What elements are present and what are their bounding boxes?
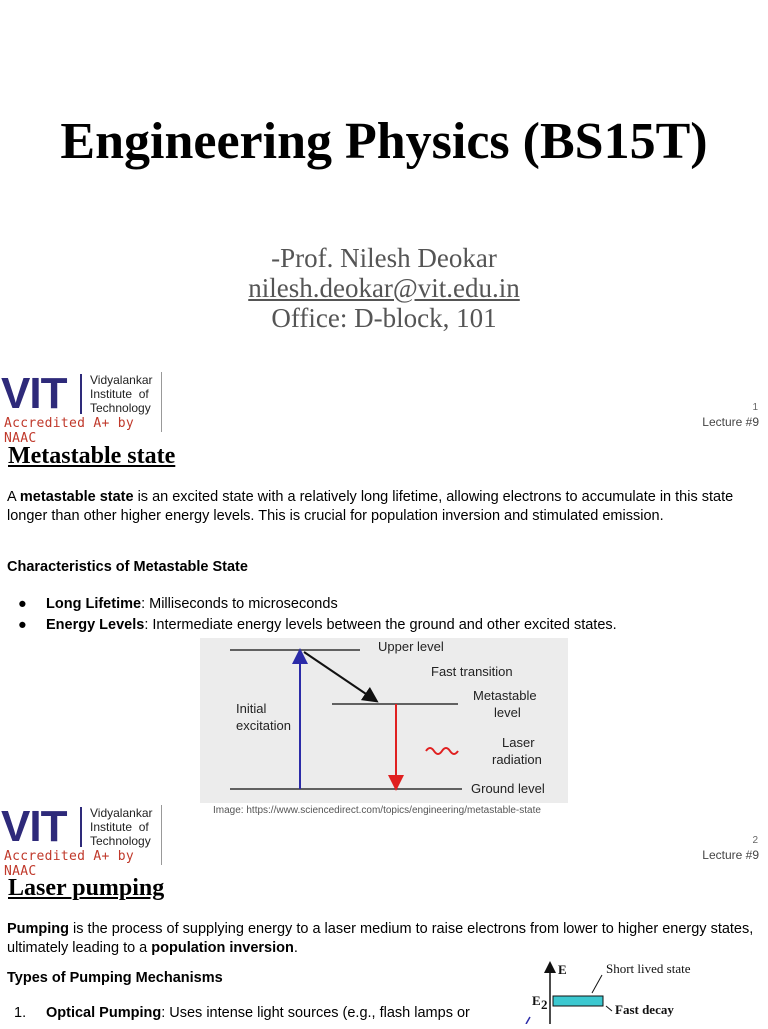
label-initial-1: Initial bbox=[236, 701, 267, 716]
logo-divider bbox=[80, 374, 82, 414]
image-caption: Image: https://www.sciencedirect.com/topics/engineering/metastable-state bbox=[213, 805, 541, 816]
decay-pointer bbox=[606, 1006, 612, 1011]
pump-arrow-partial bbox=[526, 1017, 530, 1024]
bullet-term: Long Lifetime bbox=[46, 596, 142, 612]
pumping-subheading: Types of Pumping Mechanisms bbox=[7, 970, 223, 986]
logo-divider bbox=[80, 807, 82, 847]
bullet-item bbox=[18, 615, 617, 635]
logo-institute-name bbox=[90, 373, 152, 415]
section-heading-metastable: Metastable state bbox=[8, 443, 176, 469]
label-laser-1: Laser bbox=[502, 735, 535, 750]
label-fast-decay: Fast decay bbox=[615, 1002, 674, 1017]
logo-name-line3: Technology bbox=[90, 834, 151, 848]
para-text: A bbox=[7, 489, 20, 505]
para-text: is the process of supplying energy to a laser medium to raise electrons from lower to higher energy states, ultimately leading to a bbox=[7, 921, 754, 956]
logo-accreditation: Accredited A+ by NAAC bbox=[4, 416, 135, 446]
page-number: 1 bbox=[752, 402, 758, 413]
para-bold-term: metastable state bbox=[19, 489, 134, 505]
pumping-paragraph bbox=[7, 920, 759, 958]
section-heading-laser-pumping: Laser pumping bbox=[8, 875, 165, 901]
numbered-item bbox=[14, 1003, 470, 1023]
label-e2-sub: 2 bbox=[541, 997, 548, 1012]
label-fast-transition: Fast transition bbox=[431, 664, 513, 679]
lecture-label: Lecture #9 bbox=[702, 415, 759, 429]
label-metastable-2: level bbox=[494, 705, 521, 720]
label-laser-2: radiation bbox=[492, 752, 542, 767]
para-text: . bbox=[293, 940, 298, 956]
label-e-axis: E bbox=[558, 962, 567, 977]
label-metastable-1: Metastable bbox=[473, 688, 537, 703]
author-office: Office: D-block, 101 bbox=[271, 303, 497, 333]
bullet-dot: ● bbox=[18, 617, 27, 633]
metastable-paragraph bbox=[7, 488, 759, 526]
fast-transition-arrow bbox=[304, 652, 372, 698]
slide-title: Engineering Physics (BS15T) bbox=[60, 113, 708, 170]
vit-logo bbox=[0, 802, 165, 879]
label-e2: E bbox=[532, 993, 541, 1008]
logo-name-line2: Institute of bbox=[90, 820, 149, 834]
logo-border bbox=[161, 805, 162, 865]
logo-name-line1: Vidyalankar bbox=[90, 806, 153, 820]
energy-level-svg bbox=[200, 638, 568, 803]
item-number: 1. bbox=[14, 1005, 27, 1021]
label-short-lived: Short lived state bbox=[606, 961, 691, 976]
label-upper-level: Upper level bbox=[378, 639, 444, 654]
label-initial-2: excitation bbox=[236, 718, 291, 733]
page-number: 2 bbox=[752, 835, 758, 846]
logo-vit-text: VIT bbox=[1, 802, 67, 851]
bullet-text: : Intermediate energy levels between the ground and other excited states. bbox=[144, 617, 617, 633]
author-name: -Prof. Nilesh Deokar bbox=[271, 243, 497, 273]
logo-name-line2: Institute of bbox=[90, 387, 149, 401]
logo-accreditation: Accredited A+ by NAAC bbox=[4, 849, 135, 879]
pumping-energy-diagram bbox=[500, 955, 735, 1024]
label-ground-level: Ground level bbox=[471, 781, 545, 796]
bullet-text: : Milliseconds to microseconds bbox=[141, 596, 338, 612]
item-term: Optical Pumping bbox=[46, 1005, 162, 1021]
logo-border bbox=[161, 372, 162, 432]
item-text: : Uses intense light sources (e.g., flash lamps or bbox=[161, 1005, 470, 1021]
metastable-energy-diagram bbox=[200, 638, 568, 803]
bullet-dot: ● bbox=[18, 596, 27, 612]
logo-name-line1: Vidyalankar bbox=[90, 373, 153, 387]
logo-vit-text: VIT bbox=[1, 369, 67, 418]
bullet-term: Energy Levels bbox=[46, 617, 145, 633]
vit-logo bbox=[0, 369, 165, 446]
para-bold-term: Pumping bbox=[7, 921, 70, 937]
bullet-item bbox=[18, 594, 338, 614]
logo-institute-name bbox=[90, 806, 152, 848]
wavy-emission bbox=[426, 748, 458, 754]
para-text: is an excited state with a relatively long lifetime, allowing electrons to accumulate in this state longer than other higher energy levels. This is crucial for population inversion and stimulated emission. bbox=[7, 489, 734, 524]
logo-name-line3: Technology bbox=[90, 401, 151, 415]
e2-level-bar bbox=[553, 996, 603, 1006]
pumping-svg bbox=[500, 955, 735, 1024]
callout-line bbox=[592, 975, 602, 993]
lecture-label: Lecture #9 bbox=[702, 848, 759, 862]
author-email-link[interactable]: nilesh.deokar@vit.edu.in bbox=[248, 273, 520, 303]
para-bold-term: population inversion bbox=[151, 940, 294, 956]
characteristics-subheading: Characteristics of Metastable State bbox=[7, 559, 248, 575]
